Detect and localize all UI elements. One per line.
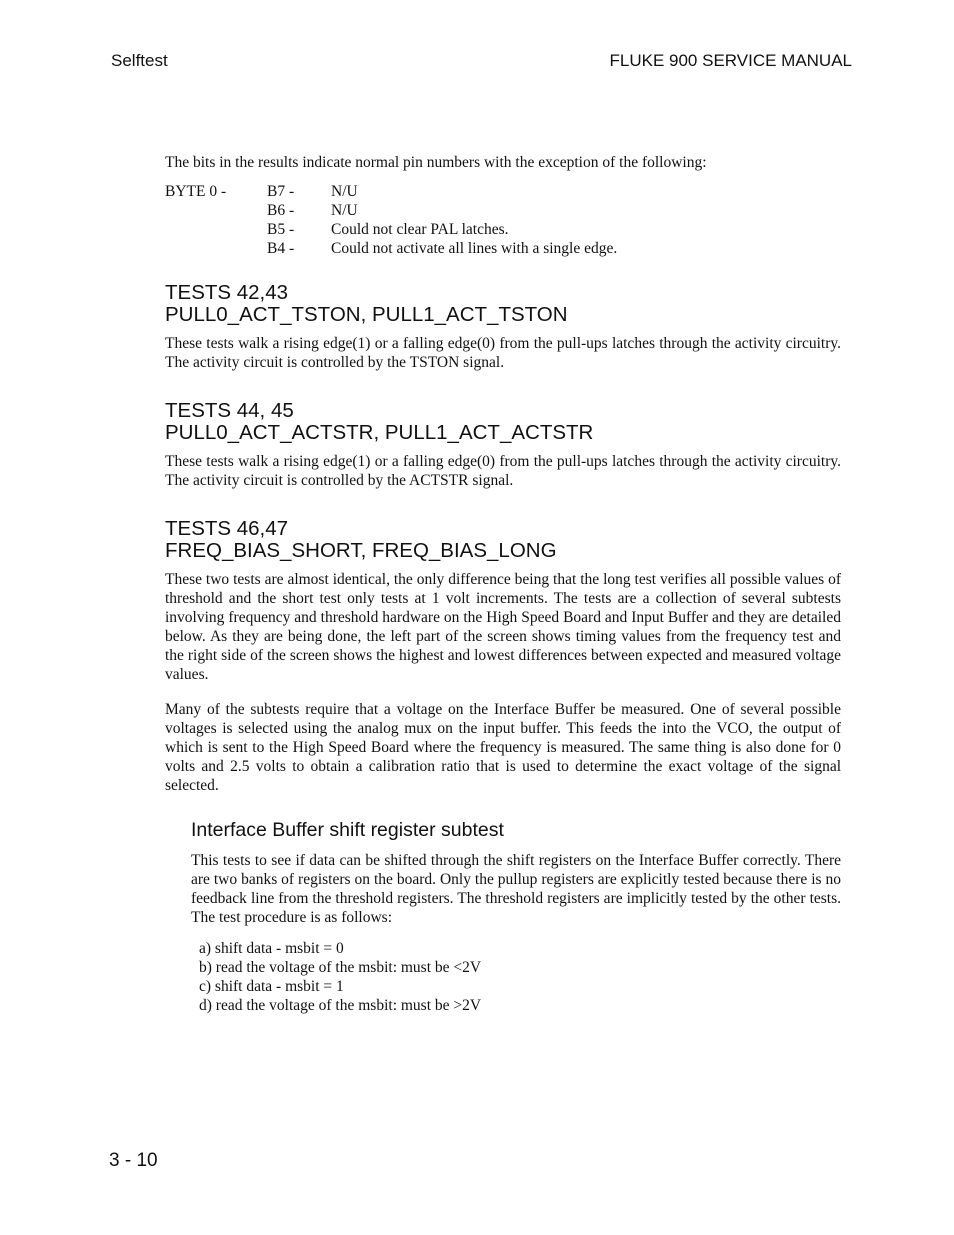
section-paragraph: These two tests are almost identical, the only difference being that the long test verifies all possible values of threshold and the short test only tests at 1 volt increments. The tests are a collection of several subtests involving frequency and threshold hardware on the High Speed Board and Input Buffer and they are detailed below. As they are being done, the left part of the screen shows timing values from the frequency test and the right side of the screen shows the highest and lowest differences between expected and measured voltage values.: [165, 571, 841, 683]
section-heading: TESTS 42,43: [165, 281, 289, 304]
bit-label: B6 -: [267, 202, 295, 219]
section-paragraph: These tests walk a rising edge(1) or a falling edge(0) from the pull-ups latches through the activity circuitry. The activity circuit is controlled by the TSTON signal.: [165, 335, 841, 371]
page-body: [165, 153, 841, 1015]
bit-description: N/U: [331, 183, 358, 200]
procedure-step: a) shift data - msbit = 0: [199, 940, 344, 957]
section-tests-42-43: [165, 282, 841, 372]
procedure-steps: [199, 939, 841, 1015]
page-number: 3 - 10: [109, 1150, 158, 1171]
subsection-shift-register: [191, 819, 841, 1015]
bit-label: B4 -: [267, 240, 295, 257]
section-subheading: FREQ_BIAS_SHORT, FREQ_BIAS_LONG: [165, 539, 557, 562]
byte-table: [165, 182, 841, 258]
section-subheading: PULL0_ACT_TSTON, PULL1_ACT_TSTON: [165, 303, 568, 326]
procedure-step: d) read the voltage of the msbit: must be >2V: [199, 997, 482, 1014]
section-paragraph: Many of the subtests require that a voltage on the Interface Buffer be measured. One of several possible voltages is selected using the analog mux on the input buffer. This feeds the into the VCO, the output of which is sent to the High Speed Board where the frequency is measured. The same thing is also done for 0 volts and 2.5 volts to obtain a calibration ratio that is used to determine the exact voltage of the signal selected.: [165, 701, 841, 794]
bit-label: B7 -: [267, 183, 295, 200]
intro-paragraph: The bits in the results indicate normal pin numbers with the exception of the following:: [165, 154, 707, 171]
procedure-step: c) shift data - msbit = 1: [199, 978, 344, 995]
section-subheading: PULL0_ACT_ACTSTR, PULL1_ACT_ACTSTR: [165, 421, 594, 444]
bit-label: B5 -: [267, 221, 295, 238]
subsection-paragraph: This tests to see if data can be shifted through the shift registers on the Interface Buffer correctly. There are two banks of registers on the board. Only the pullup registers are explicitly tested because there is no feedback line from the threshold registers. The threshold registers are implicitly tested by the other tests. The test procedure is as follows:: [191, 852, 841, 926]
section-paragraph: These tests walk a rising edge(1) or a falling edge(0) from the pull-ups latches through the activity circuitry. The activity circuit is controlled by the ACTSTR signal.: [165, 453, 841, 489]
header-manual-title: FLUKE 900 SERVICE MANUAL: [609, 51, 852, 70]
section-tests-46-47: [165, 518, 841, 795]
procedure-step: b) read the voltage of the msbit: must be <2V: [199, 959, 482, 976]
section-tests-44-45: [165, 400, 841, 490]
bit-description: Could not activate all lines with a single edge.: [331, 240, 618, 257]
section-heading: TESTS 46,47: [165, 517, 289, 540]
bit-description: Could not clear PAL latches.: [331, 221, 509, 238]
bit-description: N/U: [331, 202, 358, 219]
byte-label: BYTE 0 -: [165, 183, 227, 200]
header-section-title: Selftest: [111, 51, 168, 70]
section-heading: TESTS 44, 45: [165, 399, 294, 422]
subsection-heading: Interface Buffer shift register subtest: [191, 819, 504, 841]
